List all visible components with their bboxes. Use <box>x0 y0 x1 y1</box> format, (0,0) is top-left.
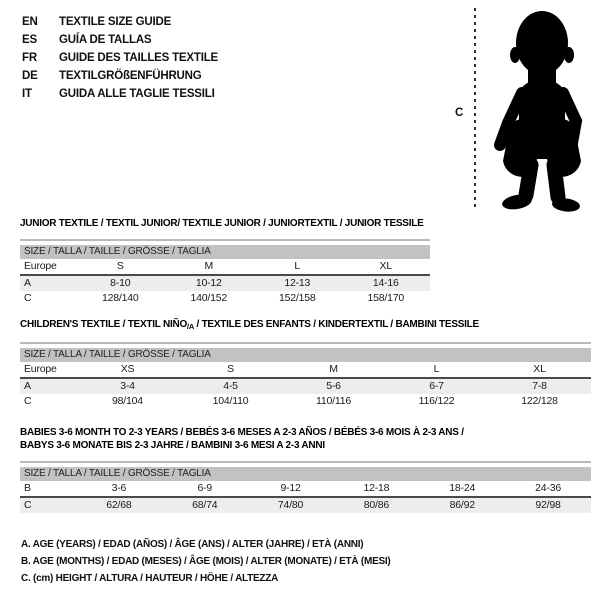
children-size-table <box>20 342 591 409</box>
table-cell: 86/92 <box>449 498 475 511</box>
children-table-title <box>20 318 591 333</box>
footnote-a: A. AGE (YEARS) / EDAD (AÑOS) / ÂGE (ANS) / ALTER (JAHRE) / ETÀ (ANNI) <box>21 539 364 550</box>
table-cell: 7-8 <box>532 379 547 392</box>
table-cell: 110/116 <box>316 394 351 407</box>
row-label: Europe <box>24 363 57 375</box>
lang-code: EN <box>22 16 38 28</box>
lang-code: IT <box>22 88 32 100</box>
table-cell: 104/110 <box>212 394 249 407</box>
junior-table-title <box>20 217 430 230</box>
table-cell: 6-7 <box>429 379 444 392</box>
title-text: JUNIOR TEXTILE / TEXTIL JUNIOR/ TEXTILE JUNIOR / JUNIORTEXTIL / JUNIOR TESSILE <box>20 218 424 229</box>
lang-row-fr <box>22 49 218 67</box>
table-cell: 4-5 <box>223 379 238 392</box>
table-row-c <box>20 498 591 513</box>
table-cell: M <box>204 260 214 272</box>
table-title-line <box>20 318 591 333</box>
table-cell: 74/80 <box>277 498 304 511</box>
lang-title: GUÍA DE TALLAS <box>59 34 152 46</box>
title-subscript: /A <box>186 322 194 331</box>
table-row-a <box>20 379 591 394</box>
table-cell: M <box>329 363 338 375</box>
table-cell: 24-36 <box>535 482 561 494</box>
table-cell: L <box>294 260 301 272</box>
table-cell: 14-16 <box>372 276 399 289</box>
title-text: CHILDREN'S TEXTILE / TEXTIL NIÑO <box>20 319 187 330</box>
row-label: A <box>24 276 31 289</box>
table-cell: 122/128 <box>521 394 558 407</box>
lang-title: TEXTILGRÖßENFÜHRUNG <box>59 70 202 82</box>
table-cell: S <box>227 363 234 375</box>
table-cell: 6-9 <box>197 482 213 494</box>
title-text: BABYS 3-6 MONATE BIS 2-3 JAHRE / BAMBINI 3-6 MESI A 2-3 ANNI <box>20 440 325 451</box>
row-label: A <box>24 379 31 392</box>
table-cell: 80/86 <box>363 498 390 511</box>
children-textile-section <box>20 318 591 409</box>
table-cell: 152/158 <box>278 291 316 304</box>
table-cell: 158/170 <box>367 291 405 304</box>
table-cell: XL <box>379 260 392 272</box>
babies-textile-section <box>20 426 591 513</box>
footnote-b: B. AGE (MONTHS) / EDAD (MESES) / ÂGE (MOIS) / ALTER (MONATE) / ETÀ (MESI) <box>21 556 391 567</box>
toddler-silhouette-image <box>486 5 598 213</box>
table-cell: L <box>433 363 440 375</box>
lang-row-it <box>22 85 218 103</box>
table-cell: 18-24 <box>449 482 476 494</box>
table-cell: 92/98 <box>535 498 561 511</box>
table-cell: S <box>116 260 124 272</box>
table-top-rule <box>20 342 591 344</box>
table-row-a <box>20 276 430 291</box>
table-cell: 8-10 <box>110 276 131 289</box>
lang-code: DE <box>22 70 38 82</box>
table-cell: 5-6 <box>326 379 341 392</box>
table-cell: 12-13 <box>284 276 311 289</box>
footnote-c: C. (cm) HEIGHT / ALTURA / HAUTEUR / HÖHE / ALTEZZA <box>21 573 279 584</box>
table-top-rule <box>20 239 430 241</box>
table-cell: 3-4 <box>120 379 135 392</box>
table-cell: 10-12 <box>195 276 222 289</box>
row-label: C <box>24 498 32 511</box>
table-cell: XS <box>120 363 135 375</box>
size-header-bar: SIZE / TALLA / TAILLE / GRÖSSE / TAGLIA <box>20 245 430 259</box>
table-cell: XL <box>533 363 546 375</box>
height-dashed-line <box>474 8 476 208</box>
table-cell: 62/68 <box>106 498 132 511</box>
table-cell: 68/74 <box>192 498 218 511</box>
junior-textile-section <box>20 217 430 306</box>
title-text: / TEXTILE DES ENFANTS / KINDERTEXTIL / BAMBINI TESSILE <box>193 319 479 330</box>
table-row-europe <box>20 362 591 377</box>
row-label: C <box>24 394 32 407</box>
table-cell: 128/140 <box>101 291 139 304</box>
table-cell: 140/152 <box>190 291 228 304</box>
size-header-bar: SIZE / TALLA / TAILLE / GRÖSSE / TAGLIA <box>20 467 591 481</box>
lang-row-es <box>22 31 218 49</box>
table-title-line <box>20 217 430 230</box>
lang-title: GUIDA ALLE TAGLIE TESSILI <box>59 88 215 100</box>
lang-code: FR <box>22 52 37 64</box>
table-cell: 3-6 <box>111 482 127 494</box>
lang-row-de <box>22 67 218 85</box>
lang-title: GUIDE DES TAILLES TEXTILE <box>59 52 218 64</box>
table-cell: 116/122 <box>418 394 455 407</box>
junior-size-table <box>20 239 430 306</box>
lang-row-en <box>22 13 218 31</box>
table-top-rule <box>20 461 591 463</box>
table-row-b <box>20 481 591 496</box>
table-row-c <box>20 394 591 409</box>
height-measure-label: C <box>455 107 464 119</box>
table-cell: 9-12 <box>280 482 301 494</box>
row-label: C <box>24 291 32 304</box>
table-title-line <box>20 426 591 439</box>
table-cell: 98/104 <box>112 394 143 407</box>
language-title-list <box>22 13 218 103</box>
title-text: BABIES 3-6 MONTH TO 2-3 YEARS / BEBÉS 3-6 MESES A 2-3 AÑOS / BÉBÉS 3-6 MOIS À 2-3 ANS / <box>20 427 464 438</box>
babies-table-title <box>20 426 591 452</box>
row-label: Europe <box>24 260 57 272</box>
table-row-europe <box>20 259 430 274</box>
table-row-c <box>20 291 430 306</box>
lang-code: ES <box>22 34 37 46</box>
babies-size-table <box>20 461 591 513</box>
table-cell: 12-18 <box>363 482 390 494</box>
lang-title: TEXTILE SIZE GUIDE <box>59 16 172 28</box>
size-header-bar: SIZE / TALLA / TAILLE / GRÖSSE / TAGLIA <box>20 348 591 362</box>
row-label: B <box>24 482 31 494</box>
footnote-legend <box>21 536 391 587</box>
table-title-line <box>20 439 591 452</box>
